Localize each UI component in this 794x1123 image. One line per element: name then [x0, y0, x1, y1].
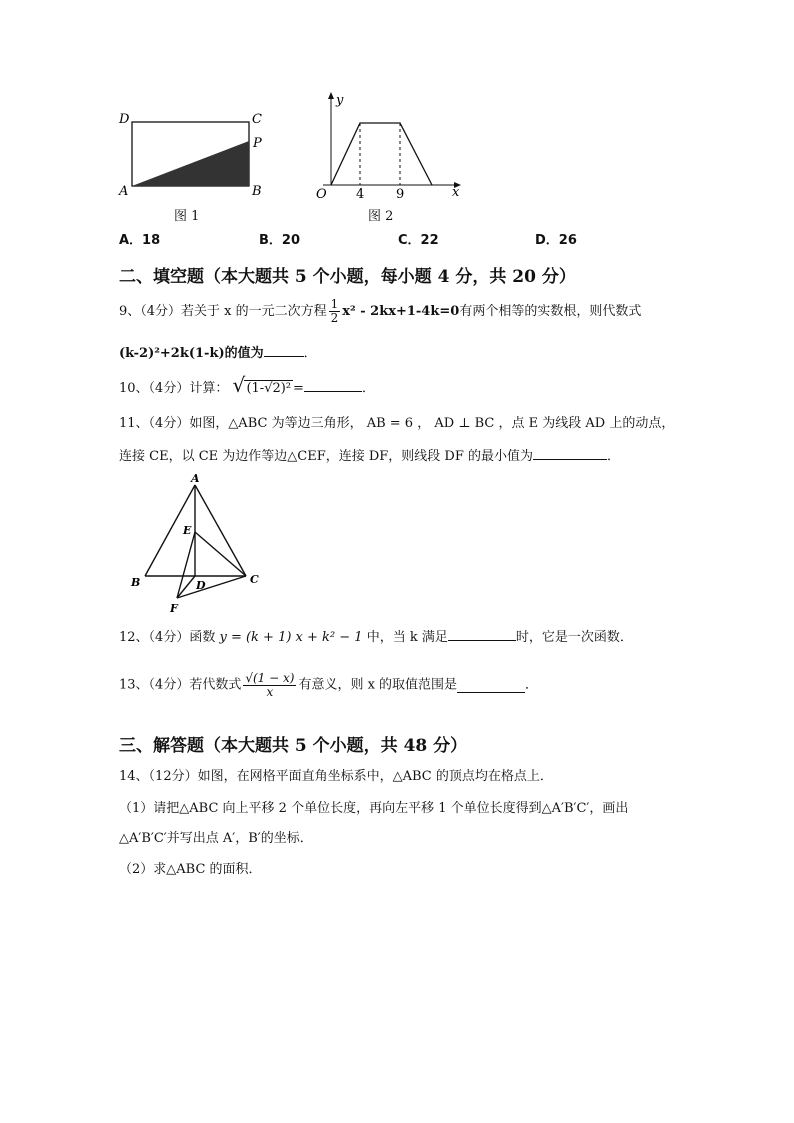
q10-expr: (1-√2)²: [246, 381, 292, 396]
figure-2: [305, 90, 470, 205]
q13-end: ．: [525, 677, 539, 693]
question-11-line1: 11、（4分）如图，△ABC 为等边三角形， AB = 6 ， AD ⊥ BC ，点 E 为线段 AD 上的动点，: [119, 416, 675, 431]
q12-end: 时，它是一次函数．: [515, 630, 633, 645]
question-13: [119, 672, 538, 712]
question-9-line2: [119, 343, 317, 363]
label-O: O: [316, 187, 327, 202]
tick-4: 4: [356, 187, 365, 202]
q11-line2: 连接 CE，以 CE 为边作等边△CEF，连接 DF，则线段 DF 的最小值为: [119, 449, 534, 464]
question-14-part2: （2）求△ABC 的面积．: [119, 862, 262, 877]
section-2-title: 二、填空题（本大题共 5 个小题，每小题 4 分，共 20 分）: [119, 267, 576, 287]
q9-frac-den: 2: [330, 311, 339, 325]
shaded-triangle: [132, 141, 249, 186]
q12-prefix: 12、（4分）函数: [119, 630, 216, 645]
figure-1: [115, 105, 275, 205]
label-C: C: [250, 573, 259, 586]
label-A: A: [119, 184, 129, 199]
y-axis-arrow: [328, 92, 334, 99]
label-D: D: [196, 579, 206, 592]
q11-end: ．: [607, 449, 621, 464]
q13-frac-den: x: [266, 685, 274, 699]
tick-9: 9: [396, 187, 405, 202]
q9-prefix: 9、（4分）若关于 x 的一元二次方程: [119, 304, 327, 319]
q9-frac-num: 1: [330, 297, 339, 311]
q13-prefix: 13、（4分）若代数式: [119, 677, 242, 693]
q9-fraction: [329, 298, 341, 325]
q11-answer-blank[interactable]: [533, 446, 607, 460]
label-y: y: [336, 93, 344, 108]
segment-ec: [195, 532, 246, 576]
question-14-part1b: △A′B′C′并写出点 A′，B′的坐标．: [119, 831, 313, 846]
q13-frac-num: √(1 − x): [245, 671, 295, 685]
question-12: [119, 627, 633, 647]
q12-answer-blank[interactable]: [448, 627, 516, 641]
segment-fc: [177, 576, 246, 598]
q9-end: ．: [303, 346, 317, 361]
q12-mid: 中，当 k 满足: [366, 630, 448, 645]
label-P: P: [253, 136, 262, 151]
question-10: [119, 373, 375, 398]
q13-mid: 有意义，则 x 的取值范围是: [298, 677, 458, 693]
section-3-title: 三、解答题（本大题共 5 个小题，共 48 分）: [119, 736, 468, 756]
q13-answer-blank[interactable]: [457, 679, 525, 693]
option-a[interactable]: A．18: [119, 233, 161, 248]
segment-ac: [195, 485, 246, 576]
label-A: A: [191, 472, 200, 485]
label-E: E: [183, 524, 192, 537]
label-B: B: [131, 576, 141, 589]
q10-prefix: 10、（4分）计算：: [119, 381, 229, 396]
question-14-part1a: （1）请把△ABC 向上平移 2 个单位长度，再向左平移 1 个单位长度得到△A′B′C′，画出: [119, 801, 629, 816]
label-C: C: [252, 112, 262, 127]
q9-line2: (k-2)²+2k(1-k)的值为: [119, 346, 264, 361]
q9-answer-blank[interactable]: [264, 343, 304, 357]
sqrt-sign-icon: √: [232, 373, 246, 397]
q10-answer-blank[interactable]: [304, 378, 362, 392]
q10-sqrt-expression: [232, 373, 293, 398]
graph-line: [331, 123, 432, 185]
figure-2-caption: 图 2: [368, 209, 394, 224]
label-B: B: [252, 184, 262, 199]
label-D: D: [119, 112, 130, 127]
q12-formula: y = (k + 1) x + k² − 1: [219, 630, 363, 645]
figure-1-caption: 图 1: [174, 209, 200, 224]
option-d[interactable]: D．26: [535, 233, 577, 248]
option-b[interactable]: B．20: [259, 233, 300, 248]
question-11-figure: [128, 470, 268, 620]
q9-equation: x² - 2kx+1-4k=0: [342, 304, 460, 319]
label-F: F: [170, 602, 178, 615]
option-c[interactable]: C．22: [398, 233, 439, 248]
q9-suffix: 有两个相等的实数根，则代数式: [459, 304, 642, 319]
question-9: [119, 298, 641, 325]
question-14-line1: 14、（12分）如图，在网格平面直角坐标系中，△ABC 的顶点均在格点上．: [119, 769, 553, 784]
q13-fraction: [243, 672, 296, 699]
q10-end: ．: [361, 381, 375, 396]
q10-equals: =: [293, 381, 304, 396]
label-x: x: [452, 185, 460, 200]
question-11-line2: [119, 446, 620, 466]
